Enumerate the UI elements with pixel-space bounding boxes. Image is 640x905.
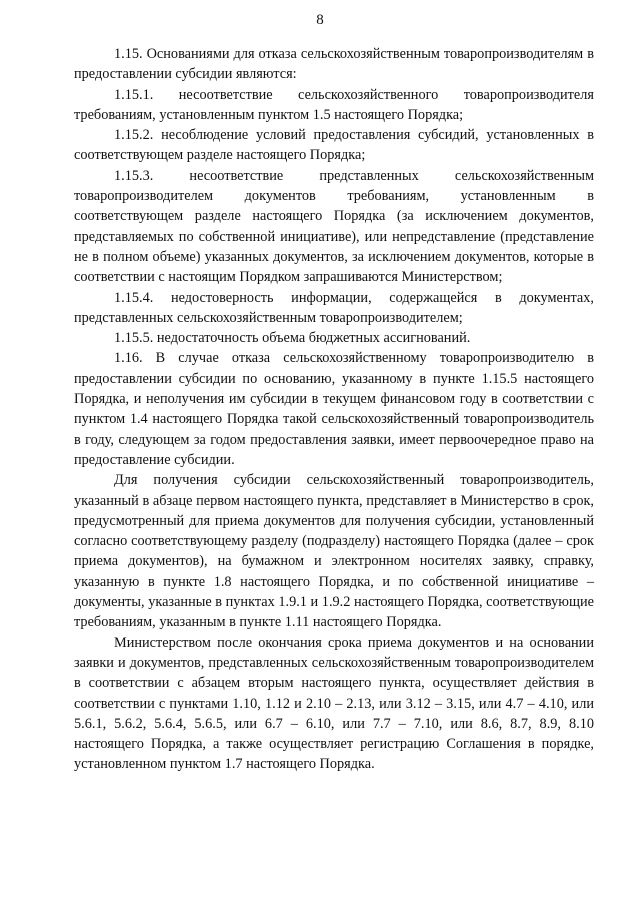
paragraph-1-15-3: 1.15.3. несоответствие представленных сельскохозяйственным товаропроизводителем документов требованиям, установленным в соответствующем разделе настоящего Порядка (за исключением документов, представляемых по собственной инициативе), или непредставление (представление не в полном объеме) указанных документов, за исключением документов, которые в соответствии с настоящим Порядком запрашиваются Министерством; [74,167,594,286]
paragraph-1-16-part-2: Для получения субсидии сельскохозяйственный товаропроизводитель, указанный в абзаце первом настоящего пункта, представляет в Министерство в срок, предусмотренный для приема документов для получения субсидии, установленный согласно соответствующему разделу (подразделу) настоящего Порядка (далее – срок приема документов), на бумажном и электронном носителях заявку, справку, указанную в пункте 1.8 настоящего Порядка, и по собственной инициативе – документы, указанные в пунктах 1.9.1 и 1.9.2 настоящего Порядка, соответствующие требованиям, указанным в пункте 1.11 настоящего Порядка. [74,472,594,631]
paragraph-1-15-4: 1.15.4. недостоверность информации, содержащейся в документах, представленных сельскохозяйственным товаропроизводителем; [74,289,594,326]
paragraph-1-16: 1.16. В случае отказа сельскохозяйственному товаропроизводителю в предоставлении субсидии по основанию, указанному в пункте 1.15.5 настоящего Порядка, и неполучения им субсидии в текущем финансовом году в соответствии с пунктом 1.4 настоящего Порядка такой сельскохозяйственный товаропроизводитель в году, следующем за годом предоставления заявки, имеет первоочередное право на предоставление субсидии. [74,350,594,468]
document-body [74,44,594,775]
page-number: 8 [316,12,324,28]
paragraph-1-16-part-3: Министерством после окончания срока приема документов и на основании заявки и документов, представленных сельскохозяйственным товаропроизводителем в соответствии с абзацем вторым настоящего пункта, осуществляет действия в соответствии с пунктами 1.10, 1.12 и 2.10 – 2.13, или 3.12 – 3.15, или 4.7 – 4.10, или 5.6.1, 5.6.2, 5.6.4, 5.6.5, или 6.7 – 6.10, или 7.7 – 7.10, или 8.6, 8.7, 8.9, 8.10 настоящего Порядка, а также осуществляет регистрацию Соглашения в порядке, установленном пунктом 1.7 настоящего Порядка. [74,634,594,773]
paragraph-1-15-5: 1.15.5. недостаточность объема бюджетных ассигнований. [114,330,471,347]
paragraph-1-15-2: 1.15.2. несоблюдение условий предоставления субсидий, установленных в соответствующем разделе настоящего Порядка; [74,127,594,164]
paragraph-1-15-1: 1.15.1. несоответствие сельскохозяйственного товаропроизводителя требованиям, установленным пунктом 1.5 настоящего Порядка; [74,86,594,123]
paragraph-1-15: 1.15. Основаниями для отказа сельскохозяйственным товаропроизводителям в предоставлении субсидии являются: [74,46,594,83]
